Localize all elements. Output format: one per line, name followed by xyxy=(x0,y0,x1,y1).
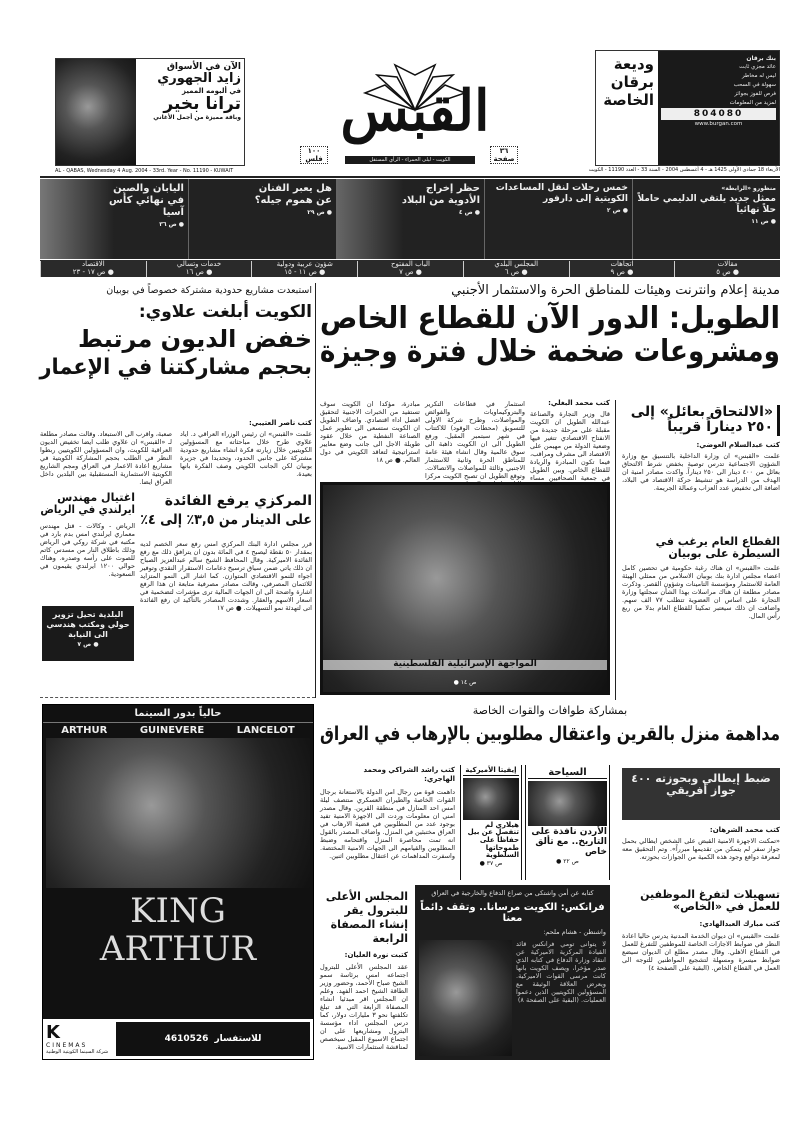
right-story2-body: علمت «القبس» ان هناك رغبة حكومية في تحصين كامل اعضاء مجلس ادارة بنك بوبيان الاسلامي من ممثلي الهيئة العامة للاستثمار ومؤسسة التامينات وشؤون القصر. وذكرت مصادر مطلعة ان هناك مراسلات بهذا الشأن سجلتها وزارة التجارة على اساس ان العضوية تتطلب ٧٧ الف سهم. واضافت ان ذلك سيعتبر تمكينا للقطاع العام بدلا من ربع رأس المال. xyxy=(622,563,780,620)
price-value: ١٠٠ xyxy=(307,147,321,155)
teaser-title: اليابان والصين في نهائي كأس آسيا xyxy=(109,183,184,218)
ad-album: ترانا بخير xyxy=(163,94,241,115)
section-link[interactable] xyxy=(146,261,252,277)
section-label: الاقتصاد xyxy=(81,260,105,268)
lead-col: قال وزير التجارة والصناعة عبدالله الطويل ان الكويت مقبلة على مرحلة جديدة من الانفتاح الاقتصادي تتغير فيها وضعية الدولة من مهيمن على الاقتصاد الى مشرف ومراقب، فيما تكون المبادرة والريادة للقطاع الخاص. وبين الطويل في جمعية الصحافيين مساء xyxy=(530,410,610,482)
lead-photo xyxy=(320,482,610,695)
council-body: عقد المجلس الأعلى للبترول اجتماعه امس برئاسة سمو الشيخ صباح الأحمد، وحضور وزير الطاقة الشيخ احمد الفهد. وعلم ان المجلس اقر مبدئيا انشاء المصفاة الرابعة التي قد تبلغ تكلفتها نحو ٣ مليارات دولار، كما درس المجلس اداء مؤسسة البترول ومشاريعها على ان اجتماع الاسبوع المقبل سيخصص لمناقشة استثمارات الاسية. xyxy=(320,963,408,1051)
teaser-ref: ● ص ٢ xyxy=(606,207,628,214)
box-ref: ● ص ٢٢ xyxy=(556,857,579,865)
lead-col: مبادرة، مؤكدا ان الكويت سوف تستفيد من الخبرات الاجنبية لتحقيق افضل اداء اقتصادي. واضاف الطويل ان الكويت ستسعى الى تطوير عمل الصناعة النفطية من خلال عقود طويلة الاجل الى جانب وضع معايير استراتيجية لتعاقد الكويتي في دول العالم. ● ص ١٨ xyxy=(320,400,420,464)
municipality-box-text: البلدية تحيل تزوير حولي ومكتب هندسي الى النيابة xyxy=(46,610,130,639)
teaser[interactable] xyxy=(336,179,484,259)
section-link[interactable] xyxy=(674,261,780,277)
section-ref: ● ص ١١ - ١٥ xyxy=(284,267,326,276)
franks-body: لا يتوانى تومي فرانكس قائد القيادة المركزية الاميركية عن انتقاد وزارة الدفاع في كتابه الذي صدر مؤخرا، ويصف الكويت بانها كانت مرسى القوات الاميركية. ويعرض العلاقة الوثيقة مع المسؤولين الكويتيين الذين دعموا العمليات. (البقية على الصفحة ٨) xyxy=(516,940,606,1004)
ad-line1: الآن في الأسواق xyxy=(166,62,241,72)
bank-phone-label: لمزيد من المعلومات xyxy=(729,100,776,106)
section-link[interactable] xyxy=(40,261,146,277)
section-label: شؤون عربية ودولية xyxy=(276,260,333,268)
cinema-brand-ar: شركة السينما الكويتية الوطنية xyxy=(46,1048,109,1055)
cast-list xyxy=(43,723,313,738)
right-story2-headline[interactable]: القطاع العام يرغب في السيطرة على بوبيان xyxy=(655,534,780,560)
council-column xyxy=(320,890,408,1060)
cinema-ad[interactable] xyxy=(42,704,314,1060)
film-title-line1: KING xyxy=(130,891,226,931)
ad-music[interactable] xyxy=(55,58,245,166)
teaser-ref: ● ص ٤ xyxy=(458,209,480,216)
franks-headline: فرانكس: الكويت مرسانا.. وتقف دائماً معنا xyxy=(420,902,605,924)
section-label: الباب المفتوح xyxy=(390,260,431,268)
bank-name: بنك برقان xyxy=(746,55,776,62)
logo xyxy=(265,55,565,143)
bank-title1: وديعة xyxy=(613,55,654,73)
passports-box[interactable]: ضبط إيطالي وبحوزته ٤٠٠ جواز أفريقي xyxy=(622,768,780,820)
iraq-byline: كتب راشد الشراكي ومحمد الهاجري: xyxy=(363,766,455,783)
right-byline: كتب عبدالسلام العوضي: xyxy=(696,440,780,449)
tourism-box[interactable] xyxy=(525,765,610,880)
bank-bullet: ليس له مخاطر xyxy=(741,73,776,79)
left-headline-line1: الكويت أبلغت علاوي: xyxy=(138,302,312,322)
teaser-title: خمس رحلات لنقل المساعدات الكويتية إلى دارفور xyxy=(495,183,628,204)
box-photo xyxy=(528,781,607,826)
employees-byline: كتب مبارك العبدالهادي: xyxy=(699,920,780,929)
section-label: مقالات xyxy=(717,260,738,268)
section-ref: ● ص ٧ xyxy=(399,267,422,276)
section-link[interactable] xyxy=(569,261,675,277)
municipality-box-ref: ● ص ٧ xyxy=(77,641,99,648)
right-body: علمت «القبس» ان وزارة الداخلية بالتنسيق مع وزارة الشؤون الاجتماعية تدرس توصية بخفض شرط الالتحاق بعائل من ٤٠٠ دينار الى ٢٥٠ ديناراً. واكدت مصادر امنية ان الهدف من الدراسة هو تنشيط حركة الاقتصاد في البلاد، اضافة الى تخفيض عدد العزاب وعمالة الجريمة. xyxy=(622,451,780,492)
right-lower-column xyxy=(622,768,780,1058)
bank-phone: 804080 xyxy=(661,108,776,120)
section-ref: ● ص ١٧ - ٢٣ xyxy=(72,267,114,276)
employees-body: علمت «القبس» ان ديوان الخدمة المدنية يدرس حاليا اعادة النظر في ضوابط الاجازات الخاصة للموظفين للتفرغ للعمل في القطاع الاهلي. وقال مصدر مطلع ان الديوان سيضع ضوابط ميسرة ومسهلة لتشجيع المواطنين للتوجه الى العمل في القطاع الخاص. (البقية على الصفحة ٤) xyxy=(622,932,780,973)
date-ar: الأربعاء 18 جمادى الأولى 1425 هـ - 4 أغسطس 2004 - السنة 33 - العدد 11190 - الكويت xyxy=(588,167,780,173)
central-bank-headline-line1: المركزي يرفع الفائدة xyxy=(164,493,312,509)
lead-col-first xyxy=(530,398,610,482)
left-byline: كتب ناصر العتيبي: xyxy=(248,419,312,427)
right-column xyxy=(622,405,780,698)
cinema-phone-label: للاستفسار xyxy=(214,1034,262,1044)
left-col: صعبة، واقرب الى الاستبعاد. وقالت مصادر مطلعة لـ «القبس» ان علاوي طلب ايضا تخفيض الديون العراقية للكويت، وان المسؤولين الكويتيين ربطوا النظر في الطلب بحجم المشاركة الكويتية في مشاريع اعادة الاعمار في العراق ومجم الشاريع الكويتية الاستثمارية المستقبلية بين البلدين داخل العراق ايضا. xyxy=(40,430,172,486)
iraq-body: داهمت قوة من رجال امن الدولة بالاستعانة برجال القوات الخاصة والطيران العسكري منتصف ليلة امس احد المنازل في منطقة القرين. وقال مصدر امني ان معلومات وردت الى الاجهزة الامنية تفيد بوجود عدد من المطلوبين في قضية الارهاب في العراق مختبئين في المنزل. واضاف المصدر بالقول انه تمت محاصرة المنزل واقتحامه وضبط المطلوبين والقيامهم الى الجهات الامنية المختصة. واسفرت المداهمات عن اعتقال مطلوبين اثنين. xyxy=(320,788,455,860)
price-currency: فلس xyxy=(305,155,323,163)
section-link[interactable] xyxy=(357,261,463,277)
section-ref: ● ص ٥ xyxy=(716,267,740,276)
council-headline[interactable]: المجلس الأعلى للبترول يقر إنشاء المصفاة الرابعة xyxy=(325,890,408,945)
singer-photo xyxy=(56,59,136,165)
bank-web: www.burgan.com xyxy=(694,121,743,127)
section-label: خدمات وتسالي xyxy=(176,260,222,268)
box-photo xyxy=(463,778,519,820)
central-bank-body: قرر مجلس ادارة البنك المركزي امس رفع سعر الخصم لديه بمقدار ٥٠ نقطة ليصبح ٤ في المائة بدون ان يترافق ذلك مع رفع الفائدة الاميركية. وقال المحافظ الشيخ سالم عبدالعزيز الصباح ان ذلك ياتي ضمن سياق ترسيخ دعامات الاستقرار النقدي وتوفير اجواء للنمو الاقتصادي المتوازن. كما اشار الى النمو المتزايد للائتمان المصرفي، وقالت مصادر مصرفية متابعة ان هذا الرفع اشارة واضحة الى ان الجهات المالية ترى مؤشرات لتضخمية في اسعار الاسهم والعقار. وشددت المصادر بالتأكيد ان رفع الفائدة اتى لتهدئة نمو التسهيلات. ● ص ١٧ xyxy=(140,540,312,612)
cinema-brand-name: CINEMAS xyxy=(46,1041,88,1049)
cinema-phone: 4610526 xyxy=(164,1034,209,1044)
employees-headline[interactable]: تسهيلات لتفرغ الموظفين للعمل في «الخاص» xyxy=(640,888,780,914)
poster-image xyxy=(46,738,310,888)
teaser[interactable] xyxy=(484,179,632,259)
left-headline-line3: بحجم مشاركتنا في الإعمار xyxy=(39,355,313,381)
section-ref: ● ص ١٦ xyxy=(185,267,213,276)
murder-body: الرياض - وكالات - قتل مهندس معماري ايرلندي امس بدم بارد في مكتبه في شركة روكي في الرياض وذلك باطلاق النار من مسدس كاتم للصوت على رأسه وصدره. وهناك حوالي ١٢٠٠ ايرلندي يقيمون في السعودية. xyxy=(40,522,135,578)
iraq-column xyxy=(320,766,455,882)
section-label: اتجاهات xyxy=(610,260,634,268)
photo-caption: المواجهة الإسرائيلية الفلسطينية xyxy=(323,660,607,670)
passports-body: «تمكنت الاجهزة الامنية القبض على الشخص ايطالي بحمل جواز سفر لم يتمكن من تقديمها مبرراً». وتم التحقيق معه لمعرفة دوافع وجود هذه الكمية من الجوازات بحوزته. xyxy=(622,837,780,861)
lead-kicker: مدينة إعلام وانترنت وهيئات للمناطق الحرة والاستثمار الأجنبي xyxy=(451,283,780,298)
teaser-ref: ● ص ١١ xyxy=(751,218,776,225)
bank-bullet: سهولة في السحب xyxy=(733,82,776,88)
pages-label: صفحة xyxy=(493,155,515,163)
municipality-box[interactable] xyxy=(42,606,134,661)
film-title xyxy=(43,892,313,968)
murder-headline-line1: اغتيال مهندس xyxy=(57,491,135,504)
iraq-headline[interactable]: مداهمة منزل بالقرين واعتقال مطلوبين بالإرهاب في العراق xyxy=(319,723,780,745)
section-bar xyxy=(40,260,780,277)
lead-headline-line1: الطويل: الدور الآن للقطاع الخاص xyxy=(319,301,780,336)
teaser[interactable] xyxy=(40,179,188,259)
ad-bank[interactable] xyxy=(595,50,780,166)
left-headline[interactable] xyxy=(40,303,312,380)
section-link[interactable] xyxy=(251,261,357,277)
bank-bullet: عائد مجزي ثابت xyxy=(739,64,776,70)
murder-headline[interactable] xyxy=(40,492,135,516)
cinema-footer xyxy=(43,1019,313,1059)
lead-byline: كتب محمد البغلي: xyxy=(548,399,610,407)
cast-name: ARTHUR xyxy=(61,725,108,736)
box-label: إيفيتا الأميركية xyxy=(463,767,519,776)
teaser-title: ممثل جديد يلتقي الدليمي حاملاً حلاً نهائياً xyxy=(637,194,776,215)
ad-line3: وباقة مميزة من أجمل الأغاني xyxy=(153,113,241,121)
column-rule xyxy=(315,283,316,698)
cast-name: GUINEVERE xyxy=(139,725,205,736)
box-label: السياحة xyxy=(528,767,607,779)
box-title: الأردن نافذة على التاريخ.. مع تألق خاص xyxy=(531,827,607,857)
photo-ref: ● ص ١٤ xyxy=(453,679,477,686)
left-kicker: استبعدت مشاريع حدودية مشتركة خصوصاً في بوبيان xyxy=(106,285,312,296)
tagline: الكويت - ليلى الحمراء - الرأي المستقل xyxy=(345,156,475,164)
box-ref: ● ص ٣٧ xyxy=(479,860,503,868)
date-en: AL - QABAS, Wednesday 4 Aug. 2004 - 33rd. Year - No. 11190 - KUWAIT xyxy=(55,168,234,174)
k-logo-icon: K xyxy=(46,1021,60,1043)
cast-name: LANCELOT xyxy=(236,725,295,736)
left-headline-line2: خفض الديون مرتبط xyxy=(78,324,312,353)
ad-line2: في ألبومه المميز xyxy=(181,87,241,96)
franks-photo xyxy=(419,940,512,1056)
section-link[interactable] xyxy=(463,261,569,277)
lead-headline[interactable] xyxy=(320,302,780,368)
teaser-strip xyxy=(40,179,780,259)
evita-box[interactable] xyxy=(460,765,522,880)
left-col: علمت «القبس» ان رئيس الوزراء العراقي د. اياد علاوي طرح خلال مباحثاته مع المسؤولين الكويتيين خلال زيارته فكرة انشاء مشاريع حدودية مشتركة على جانبي الحدود، وتحديدا في جزيرة بوبيان لكن الجانب الكويتي وصف الفكرة بانها بعيدة. xyxy=(180,430,312,478)
passports-byline: كتب محمد الشرهان: xyxy=(709,826,780,834)
franks-kicker: كتابه عن أمن واشتكى من صراع الدفاع والخارجية في العراق xyxy=(431,889,594,897)
teaser-title: حظر إخراج الأدوية من البلاد xyxy=(401,183,480,206)
divider xyxy=(40,176,780,178)
franks-box[interactable] xyxy=(415,885,610,1060)
lead-headline-line2: ومشروعات ضخمة خلال فترة وجيزة xyxy=(319,334,780,369)
murder-headline-line2: ايرلندي في الرياض xyxy=(40,503,135,517)
central-bank-headline-line2: على الدينار من ٣,٥٪ إلى ٤٪ xyxy=(140,512,312,529)
right-box-title[interactable]: «الالتحاق بعائل» إلى ٢٥٠ ديناراً قريباً xyxy=(622,405,780,436)
teaser-kicker: منظورو «الرابطة» xyxy=(721,185,776,192)
franks-byline: واشنطن - هشام ملحم: xyxy=(543,928,606,936)
central-bank-headline[interactable] xyxy=(140,494,312,529)
teaser-ref: ● ص ٣٦ xyxy=(159,221,184,228)
bank-title2: برقان xyxy=(610,73,654,91)
teaser-title: هل يعبر الفنان عن هموم جيله؟ xyxy=(254,183,332,206)
iraq-kicker: بمشاركة طوافات والقوات الخاصة xyxy=(472,704,628,717)
lead-col: استثمار في قطاعات التكرير والبتروكيماويات والفوائض والمواصلات، وطرح شركة الاولى للتسويق (محطات الوقود) للاكتتاب في شهر سبتمبر المقبل. ورفع الطويل الى ان الكويت ذاهبة الى سوق عالمية وقال انشاء هيئة عامة للمناطق الحرة وثانية للاستثمار الاجنبي وثالثة للمواصلات والاتصالات. وتوقع الطويل ان تصبح الكويت مركزا xyxy=(425,400,525,480)
teaser[interactable] xyxy=(632,179,780,259)
cinema-header: حالياً بدور السينما xyxy=(43,705,313,723)
teaser[interactable] xyxy=(188,179,336,259)
pages-count: ٣٦ xyxy=(499,147,509,155)
pages-box xyxy=(490,146,518,164)
ad-artist: زايد الجهوري xyxy=(157,71,241,87)
section-ref: ● ص ٦ xyxy=(504,267,528,276)
teaser-ref: ● ص ٢٩ xyxy=(307,209,332,216)
council-byline: كتبت نورة العليان: xyxy=(344,951,408,959)
bank-title3: الخاصة xyxy=(603,91,654,109)
film-title-line2: ARTHUR xyxy=(99,929,257,969)
logo-text: القبس xyxy=(340,78,490,144)
section-ref: ● ص ٩ xyxy=(610,267,634,276)
cinema-brand xyxy=(46,1021,116,1055)
divider xyxy=(40,697,315,698)
column-rule xyxy=(615,400,616,700)
bank-bullet: فرص للفوز بجوائز xyxy=(734,91,776,97)
section-label: المجلس البلدي xyxy=(494,260,539,268)
price-box xyxy=(300,146,328,164)
box-title: هيلاري لم تنفصل عن بيل حفاظاً على طموحاتها السلطوية xyxy=(467,820,519,860)
